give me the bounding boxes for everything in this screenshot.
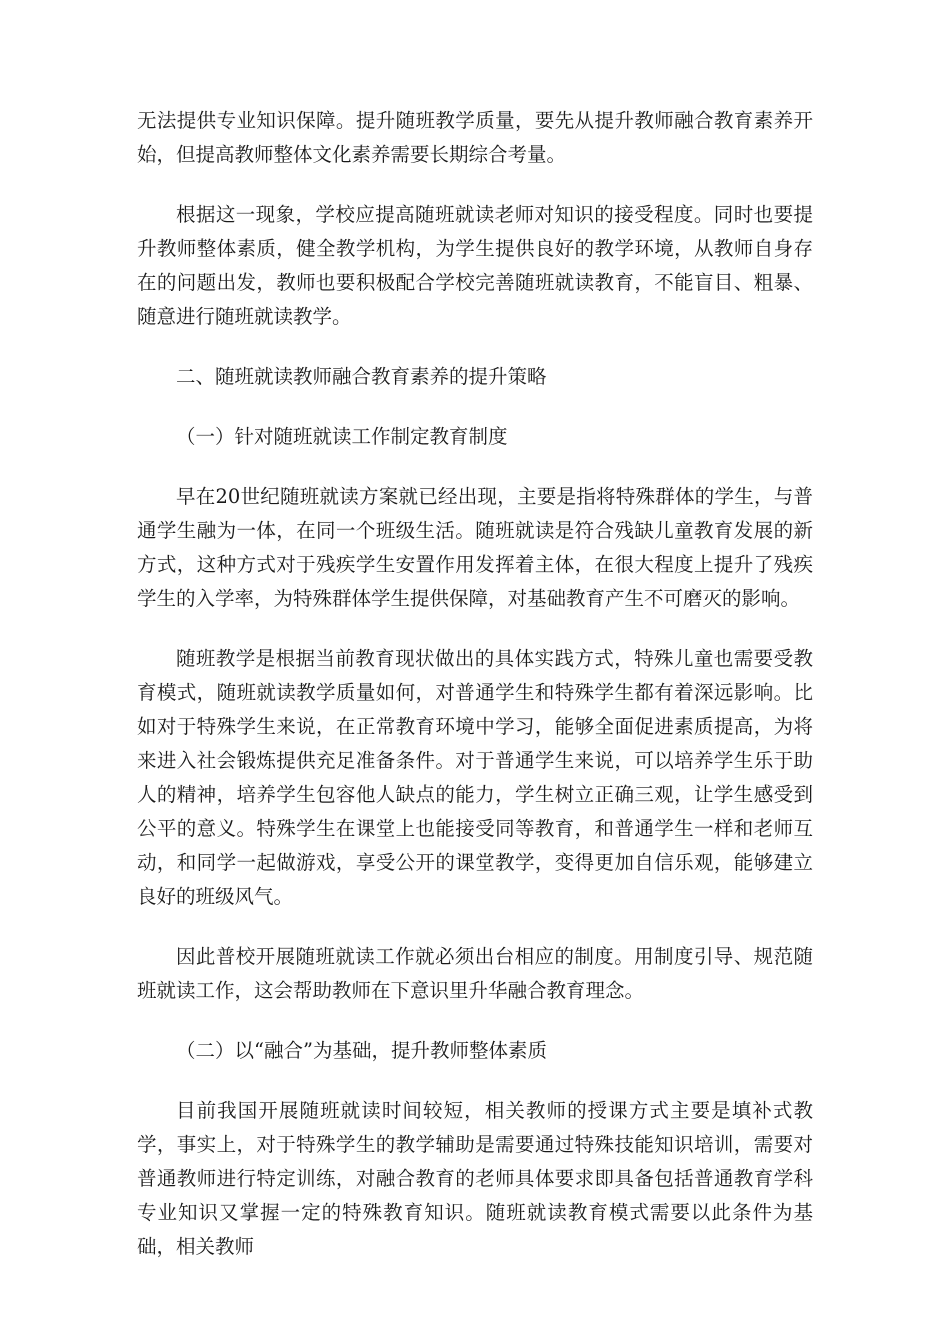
document-page [137, 104, 813, 1290]
subsection-heading-2: （二）以“融合”为基础，提升教师整体素质 [176, 1039, 547, 1062]
section-heading-2: 二、随班就读教师融合教育素养的提升策略 [176, 365, 547, 388]
body-paragraph-2: 根据这一现象，学校应提高随班就读老师对知识的接受程度。同时也要提升教师整体素质，健全教学机构，为学生提供良好的教学环境，从教师自身存在的问题出发，教师也要积极配合学校完善随班就读教育，不能盲目、粗暴、随意进行随班就读教学。 [137, 203, 813, 328]
body-paragraph-4: 随班教学是根据当前教育现状做出的具体实践方式，特殊儿童也需要受教育模式，随班就读教学质量如何，对普通学生和特殊学生都有着深远影响。比如对于特殊学生来说，在正常教育环境中学习，能够全面促进素质提高，为将来进入社会锻炼提供充足准备条件。对于普通学生来说，可以培养学生乐于助人的精神，培养学生包容他人缺点的能力，学生树立正确三观，让学生感受到公平的意义。特殊学生在课堂上也能接受同等教育，和普通学生一样和老师互动，和同学一起做游戏，享受公开的课堂教学，变得更加自信乐观，能够建立良好的班级风气。 [137, 647, 813, 908]
body-paragraph-5: 因此普校开展随班就读工作就必须出台相应的制度。用制度引导、规范随班就读工作，这会帮助教师在下意识里升华融合教育理念。 [137, 945, 813, 1002]
body-paragraph-1: 无法提供专业知识保障。提升随班教学质量，要先从提升教师融合教育素养开始，但提高教师整体文化素养需要长期综合考量。 [137, 109, 813, 166]
body-paragraph-3: 早在20世纪随班就读方案就已经出现，主要是指将特殊群体的学生，与普通学生融为一体，在同一个班级生活。随班就读是符合残缺儿童教育发展的新方式，这种方式对于残疾学生安置作用发挥着主体，在很大程度上提升了残疾学生的入学率，为特殊群体学生提供保障，对基础教育产生不可磨灭的影响。 [137, 485, 813, 610]
subsection-heading-1: （一）针对随班就读工作制定教育制度 [176, 425, 508, 448]
body-paragraph-6: 目前我国开展随班就读时间较短，相关教师的授课方式主要是填补式教学，事实上，对于特殊学生的教学辅助是需要通过特殊技能知识培训，需要对普通教师进行特定训练，对融合教育的老师具体要求即具备包括普通教育学科专业知识又掌握一定的特殊教育知识。随班就读教育模式需要以此条件为基础，相关教师 [137, 1099, 813, 1258]
